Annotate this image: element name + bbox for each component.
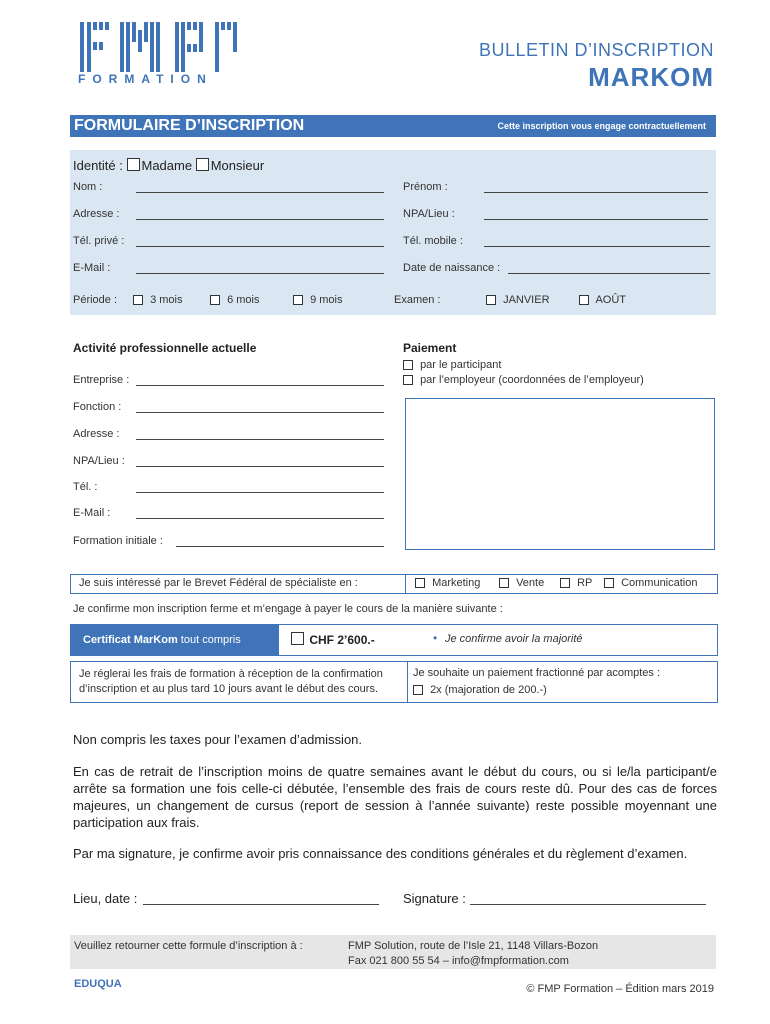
taxes-text: Non compris les taxes pour l’examen d’admission. — [73, 732, 363, 747]
label-participant: par le participant — [420, 359, 502, 371]
checkbox-6mois[interactable] — [210, 295, 220, 305]
checkbox-aout[interactable] — [579, 295, 589, 305]
identity-section — [70, 150, 716, 315]
checkbox-participant[interactable] — [403, 360, 413, 370]
examen-label: Examen : — [394, 294, 441, 306]
copyright: © FMP Formation – Édition mars 2019 — [526, 983, 714, 995]
certificat-label — [71, 625, 279, 655]
label-rp: RP — [577, 577, 593, 589]
email-field[interactable] — [136, 273, 384, 274]
periode-label: Période : — [73, 294, 118, 306]
reglement-left: Je réglerai les frais de formation à réception de la confirmation d’inscription et au plus tard 10 jours avant le début des cours. — [79, 668, 383, 695]
signature-confirm-text: Par ma signature, je confirme avoir pris connaissance des conditions générales et du règlement d’examen. — [73, 846, 688, 861]
nom-label: Nom : — [73, 181, 103, 193]
periode-6[interactable] — [210, 294, 259, 306]
checkbox-certificat[interactable] — [291, 632, 304, 645]
signature-label: Signature : — [403, 891, 466, 906]
confirm-line: Je confirme mon inscription ferme et m’engage à payer le cours de la manière suivante : — [73, 603, 503, 615]
identity-label: Identité : — [73, 158, 123, 173]
brevet-divider — [405, 575, 406, 593]
adresse-field[interactable] — [136, 219, 384, 220]
periode-row — [73, 294, 117, 306]
checkbox-marketing[interactable] — [415, 578, 425, 588]
bullet-icon: • — [433, 631, 438, 645]
adresse-line2: Fax 021 800 55 54 – info@fmpformation.com — [348, 955, 569, 967]
act-tel-label: Tél. : — [73, 481, 98, 493]
checkbox-9mois[interactable] — [293, 295, 303, 305]
label-vente: Vente — [516, 577, 545, 589]
examen-janvier[interactable] — [486, 294, 550, 306]
majorite-text: Je confirme avoir la majorité — [445, 633, 583, 645]
label-9mois: 9 mois — [310, 294, 343, 306]
formation-field[interactable] — [176, 546, 384, 547]
activity-title: Activité professionnelle actuelle — [73, 341, 257, 355]
act-email-label: E-Mail : — [73, 507, 111, 519]
label-janvier: JANVIER — [503, 294, 550, 306]
email-label: E-Mail : — [73, 262, 111, 274]
formation-label: Formation initiale : — [73, 535, 163, 547]
monsieur-label: Monsieur — [210, 158, 265, 173]
footer-return-bar — [70, 935, 716, 969]
reglement-right-title: Je souhaite un paiement fractionné par acomptes : — [413, 667, 661, 679]
form-title: FORMULAIRE D’INSCRIPTION — [74, 117, 305, 134]
checkbox-acomptes[interactable] — [413, 685, 423, 695]
lieu-label: Lieu, date : — [73, 891, 138, 906]
brevet-rp[interactable] — [560, 577, 592, 589]
npa-label: NPA/Lieu : — [403, 208, 455, 220]
fonction-field[interactable] — [136, 412, 384, 413]
certificat-price[interactable] — [291, 632, 375, 647]
identity-row — [73, 158, 264, 173]
monsieur-checkbox[interactable] — [196, 158, 209, 171]
checkbox-janvier[interactable] — [486, 295, 496, 305]
npa-field[interactable] — [484, 219, 708, 220]
fmp-logo — [80, 22, 240, 72]
bulletin-label: BULLETIN D’INSCRIPTION — [478, 40, 714, 60]
periode-9[interactable] — [293, 294, 342, 306]
entreprise-field[interactable] — [136, 385, 384, 386]
madame-label: Madame — [141, 158, 193, 173]
pay-participant[interactable] — [403, 359, 501, 371]
retrait-text: En cas de retrait de l’inscription moins de quatre semaines avant le début du cours, ou si le/la participant/e arrête sa formation une fois celle-ci débutée, l’ensemble des frais de cours reste dû. Pour des cas de forces majeures, un changement de cursus (report de session à l’année suivante) reste possible moyennant une participation aux frais. — [73, 764, 717, 830]
label-employeur: par l’employeur (coordonnées de l’employeur) — [420, 374, 644, 386]
naissance-field[interactable] — [508, 273, 710, 274]
entreprise-label: Entreprise : — [73, 374, 130, 386]
nom-field[interactable] — [136, 192, 384, 193]
tel-prive-field[interactable] — [136, 246, 384, 247]
label-communication: Communication — [621, 577, 698, 589]
label-acomptes: 2x (majoration de 200.-) — [430, 684, 547, 696]
brevet-marketing[interactable] — [415, 577, 480, 589]
acomptes-option[interactable] — [413, 684, 547, 696]
brevet-row — [70, 574, 718, 594]
label-aout: AOÛT — [595, 294, 627, 306]
label-6mois: 6 mois — [227, 294, 260, 306]
payment-title: Paiement — [403, 341, 457, 355]
tel-mobile-label: Tél. mobile : — [403, 235, 463, 247]
madame-checkbox[interactable] — [127, 158, 140, 171]
brevet-communication[interactable] — [604, 577, 697, 589]
act-npa-label: NPA/Lieu : — [73, 455, 125, 467]
act-npa-field[interactable] — [136, 466, 384, 467]
label-marketing: Marketing — [432, 577, 481, 589]
certificat-row — [70, 624, 718, 656]
adresse-line1: FMP Solution, route de l’Isle 21, 1148 Villars-Bozon — [348, 940, 599, 952]
label-3mois: 3 mois — [150, 294, 183, 306]
employer-details-box[interactable] — [405, 398, 715, 550]
price-text: CHF 2’600.- — [309, 633, 375, 647]
tel-prive-label: Tél. privé : — [73, 235, 125, 247]
act-adresse-label: Adresse : — [73, 428, 120, 440]
checkbox-rp[interactable] — [560, 578, 570, 588]
lieu-field[interactable] — [143, 904, 379, 905]
brevet-vente[interactable] — [499, 577, 544, 589]
fonction-label: Fonction : — [73, 401, 122, 413]
eduqua-text: EDUQUA — [74, 978, 122, 990]
logo-text: FORMATION — [78, 72, 213, 86]
reglement-row — [70, 661, 718, 703]
reglement-divider — [407, 662, 408, 702]
markom-title: MARKOM — [588, 62, 714, 92]
eduqua-logo — [74, 978, 122, 990]
prenom-field[interactable] — [484, 192, 708, 193]
retour-text: Veuillez retourner cette formule d’inscription à : — [74, 940, 303, 952]
brevet-text: Je suis intéressé par le Brevet Fédéral de spécialiste en : — [79, 577, 358, 589]
checkbox-employeur[interactable] — [403, 375, 413, 385]
naissance-label: Date de naissance : — [403, 262, 501, 274]
checkbox-communication[interactable] — [604, 578, 614, 588]
tel-mobile-field[interactable] — [484, 246, 710, 247]
adresse-label: Adresse : — [73, 208, 120, 220]
certificat-rest: tout compris — [177, 634, 241, 646]
form-title-bar — [70, 115, 716, 137]
examen-aout[interactable] — [579, 294, 626, 306]
signature-field[interactable] — [470, 904, 706, 905]
contract-notice: Cette inscription vous engage contractuellement — [497, 121, 706, 131]
prenom-label: Prénom : — [403, 181, 448, 193]
checkbox-3mois[interactable] — [133, 295, 143, 305]
certificat-bold: Certificat MarKom — [83, 634, 178, 646]
act-email-field[interactable] — [136, 518, 384, 519]
act-tel-field[interactable] — [136, 492, 384, 493]
act-adresse-field[interactable] — [136, 439, 384, 440]
checkbox-vente[interactable] — [499, 578, 509, 588]
pay-employeur[interactable] — [403, 374, 644, 386]
periode-3[interactable] — [133, 294, 182, 306]
